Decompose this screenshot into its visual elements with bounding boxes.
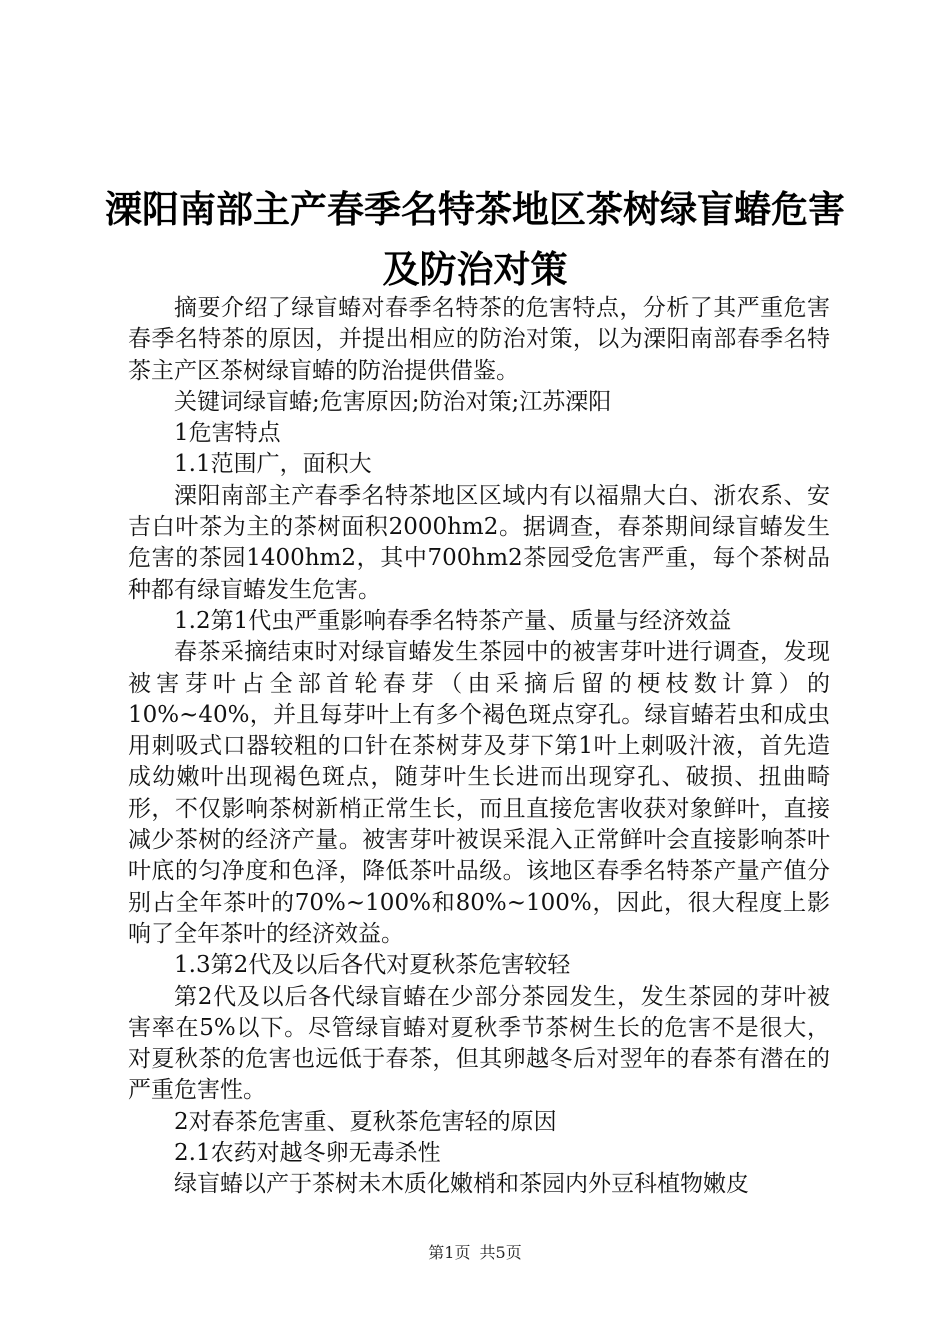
document-title-line-2: 及防治对策 [382,248,568,291]
section-heading-2: 2对春茶危害重、夏秋茶危害轻的原因 [174,1108,557,1135]
page-total: 共5页 [479,1243,522,1262]
subsection-heading-1-1: 1.1范围广，面积大 [174,451,372,478]
document-title-line-1: 溧阳南部主产春季名特茶地区茶树绿盲蝽危害 [105,188,845,231]
body-paragraph: 溧阳南部主产春季名特茶地区区域内有以福鼎大白、浙农系、安吉白叶茶为主的茶树面积2000hm2。据调查，春茶期间绿盲蝽发生危害的茶园1400hm2，其中700hm2茶园受危害严重，每个茶树品种都有绿盲蝽发生危害。 [128,482,830,603]
page-number: 第1页 [428,1243,471,1262]
subsection-heading-1-2: 1.2第1代虫严重影响春季名特茶产量、质量与经济效益 [174,607,732,634]
abstract-paragraph: 摘要介绍了绿盲蝽对春季名特茶的危害特点，分析了其严重危害春季名特茶的原因，并提出相应的防治对策，以为溧阳南部春季名特茶主产区茶树绿盲蝽的防治提供借鉴。 [128,295,830,384]
subsection-heading-1-3: 1.3第2代及以后各代对夏秋茶危害较轻 [174,952,571,979]
section-heading-1: 1危害特点 [174,420,281,447]
keywords-paragraph: 关键词绿盲蝽;危害原因;防治对策;江苏溧阳 [174,388,612,415]
body-paragraph: 第2代及以后各代绿盲蝽在少部分茶园发生，发生茶园的芽叶被害率在5%以下。尽管绿盲蝽对夏秋季节茶树生长的危害不是很大，对夏秋茶的危害也远低于春茶，但其卵越冬后对翌年的春茶有潜在的严重危害性。 [128,983,830,1104]
body-paragraph: 春茶采摘结束时对绿盲蝽发生茶园中的被害芽叶进行调查，发现被害芽叶占全部首轮春芽（由采摘后留的梗枝数计算）的10%~40%，并且每芽叶上有多个褐色斑点穿孔。绿盲蝽若虫和成虫用刺吸式口器较粗的口针在茶树芽及芽下第1叶上刺吸汁液，首先造成幼嫩叶出现褐色斑点，随芽叶生长进而出现穿孔、破损、扭曲畸形，不仅影响茶树新梢正常生长，而且直接危害收获对象鲜叶，直接减少茶树的经济产量。被害芽叶被误采混入正常鲜叶会直接影响茶叶叶底的匀净度和色泽，降低茶叶品级。该地区春季名特茶产量产值分别占全年茶叶的70%~100%和80%~100%，因此，很大程度上影响了全年茶叶的经济效益。 [128,639,830,947]
body-paragraph: 绿盲蝽以产于茶树未木质化嫩梢和茶园内外豆科植物嫩皮 [174,1171,749,1198]
page-footer [0,1242,950,1264]
subsection-heading-2-1: 2.1农药对越冬卵无毒杀性 [174,1140,441,1167]
document-body [128,293,830,1201]
